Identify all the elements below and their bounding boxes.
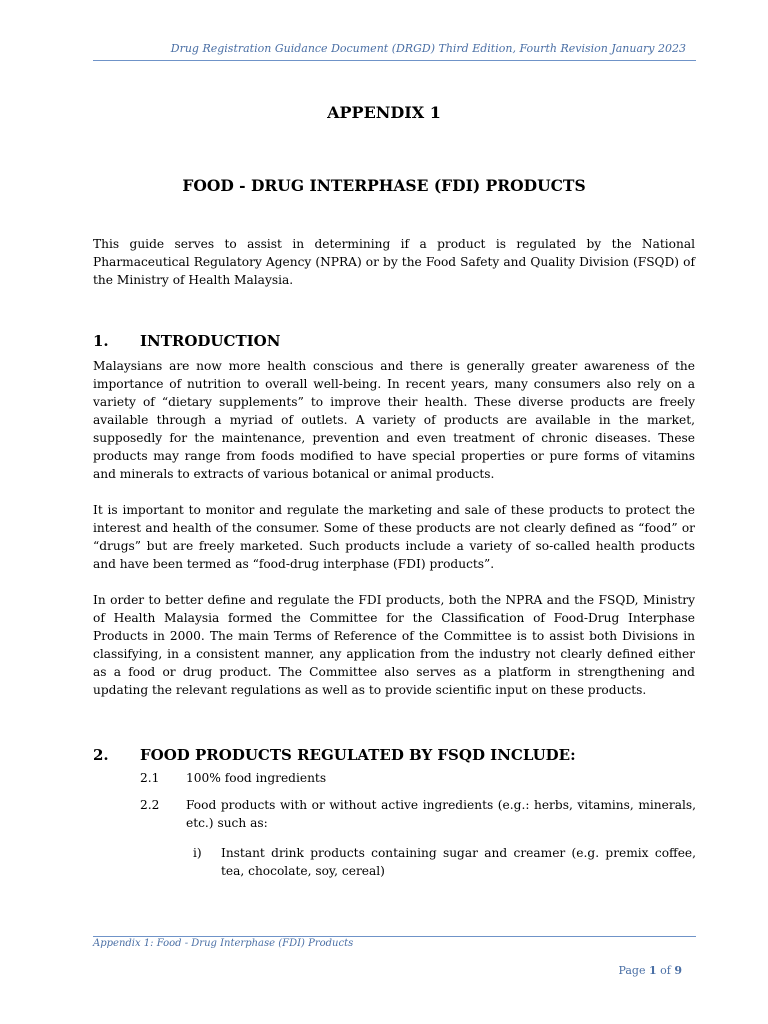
page-total: 9	[674, 964, 682, 977]
item-number: 2.1	[140, 771, 160, 785]
page-current: 1	[648, 964, 657, 977]
intro-paragraph: This guide serves to assist in determining if a product is regulated by the National Pharmaceutical Regulatory Agency (NPRA) or by the Food Safety and Quality Division (FSQD) of the Ministry of Health Malaysia.	[93, 237, 695, 287]
section-number: 2.	[93, 746, 109, 764]
page-number	[618, 964, 682, 977]
section-paragraph: In order to better define and regulate the FDI products, both the NPRA and the FSQD, Ministry of Health Malaysia formed the Committee for the Classification of Food-Drug Interphase Products in 2000. The main Terms of Reference of the Committee is to assist both Divisions in classifying, in a consistent manner, any application from the industry not clearly defined either as a food or drug product. The Committee also serves as a platform in strengthening and updating the relevant regulations as well as to provide scientific input on these products.	[93, 593, 695, 697]
page-of: of	[660, 964, 671, 977]
header-divider	[93, 60, 696, 61]
section-number: 1.	[93, 332, 109, 350]
section-heading-introduction	[93, 332, 280, 350]
section-title: FOOD PRODUCTS REGULATED BY FSQD INCLUDE:	[140, 746, 576, 764]
footer-divider	[93, 936, 696, 937]
appendix-title: APPENDIX 1	[327, 103, 441, 122]
item-number: i)	[193, 846, 202, 860]
section-title: INTRODUCTION	[140, 332, 281, 350]
running-header: Drug Registration Guidance Document (DRGD) Third Edition, Fourth Revision January 2023	[170, 42, 686, 55]
item-text: Food products with or without active ingredients (e.g.: herbs, vitamins, minerals, etc.) such as:	[186, 798, 696, 830]
item-text: Instant drink products containing sugar and creamer (e.g. premix coffee, tea, chocolate, soy, cereal)	[221, 846, 696, 878]
page-label: Page	[618, 964, 646, 977]
item-number: 2.2	[140, 798, 160, 812]
running-footer: Appendix 1: Food - Drug Interphase (FDI) Products	[93, 938, 354, 949]
section-paragraph: It is important to monitor and regulate the marketing and sale of these products to protect the interest and health of the consumer. Some of these products are not clearly defined as “food” or “drugs” but are freely marketed. Such products include a variety of so-called health products and have been termed as “food-drug interphase (FDI) products”.	[93, 503, 695, 571]
item-text: 100% food ingredients	[186, 771, 327, 785]
document-title: FOOD - DRUG INTERPHASE (FDI) PRODUCTS	[182, 176, 586, 195]
section-paragraph: Malaysians are now more health conscious and there is generally greater awareness of the importance of nutrition to overall well-being. In recent years, many consumers also rely on a variety of “dietary supplements” to improve their health. These diverse products are freely available through a myriad of outlets. A variety of products are available in the market, supposedly for the maintenance, prevention and even treatment of chronic diseases. These products may range from foods modified to have special properties or pure forms of vitamins and minerals to extracts of various botanical or animal products.	[93, 359, 695, 481]
section-heading-food-products	[93, 746, 576, 764]
